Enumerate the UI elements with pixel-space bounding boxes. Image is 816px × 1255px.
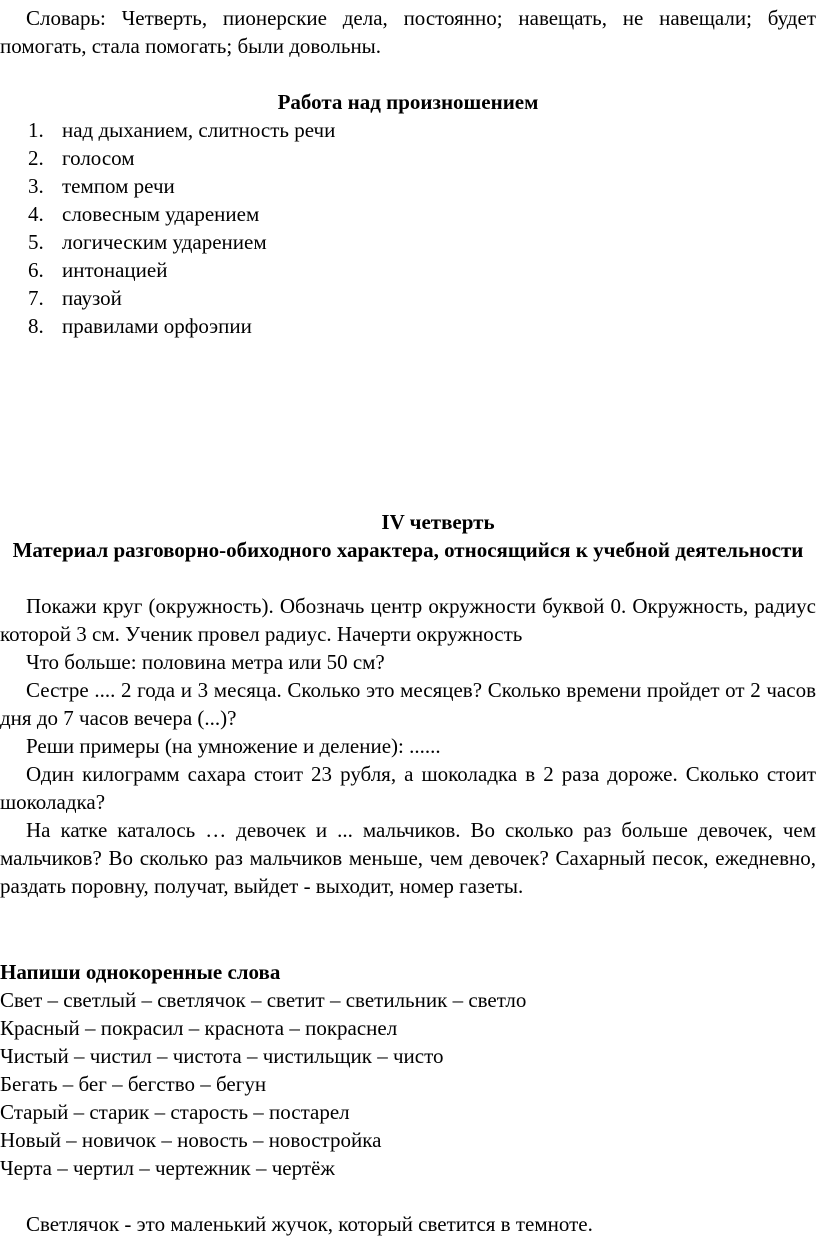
cognate-line: Бегать – бег – бегство – бегун xyxy=(0,1072,267,1096)
list-item-text: голосом xyxy=(62,146,135,170)
cognates-title: Напиши однокоренные слова xyxy=(0,960,281,984)
quarter-body xyxy=(0,592,816,900)
list-number: 5. xyxy=(28,230,44,254)
list-item-text: над дыханием, слитность речи xyxy=(62,118,336,142)
list-number: 4. xyxy=(28,202,44,226)
cognate-line: Красный – покрасил – краснота – покраснел xyxy=(0,1016,398,1040)
quarter-paragraph: Покажи круг (окружность). Обозначь центр окружности буквой 0. Окружность, радиус которой 3 см. Ученик провел радиус. Начерти окружность xyxy=(0,594,816,646)
list-item xyxy=(0,228,816,256)
quarter-paragraph: Сестре .... 2 года и 3 месяца. Сколько это месяцев? Сколько времени пройдет от 2 часов дня до 7 часов вечера (...)? xyxy=(0,678,816,730)
list-number: 7. xyxy=(28,286,44,310)
list-item xyxy=(0,116,816,144)
list-number: 1. xyxy=(28,118,44,142)
list-item-text: словесным ударением xyxy=(62,202,260,226)
quarter-title: IV четверть xyxy=(381,510,495,534)
list-item-text: темпом речи xyxy=(62,174,175,198)
list-item-text: паузой xyxy=(62,286,122,310)
list-item xyxy=(0,200,816,228)
pronunciation-list xyxy=(0,116,816,340)
cognate-line: Черта – чертил – чертежник – чертёж xyxy=(0,1156,335,1180)
list-item xyxy=(0,312,816,340)
list-item xyxy=(0,144,816,172)
cognate-line: Новый – новичок – новость – новостройка xyxy=(0,1128,382,1152)
quarter-paragraph: Реши примеры (на умножение и деление): ...... xyxy=(26,734,441,758)
list-number: 3. xyxy=(28,174,44,198)
cognate-line: Старый – старик – старость – постарел xyxy=(0,1100,350,1124)
quarter-paragraph: На катке каталось … девочек и ... мальчиков. Во сколько раз больше девочек, чем мальчиков? Во сколько раз мальчиков меньше, чем девочек? Сахарный песок, ежедневно, раздать поровну, получат, выйдет - выходит, номер газеты. xyxy=(0,818,816,898)
final-sentence: Светлячок - это маленький жучок, который светится в темноте. xyxy=(26,1212,593,1236)
cognates-list xyxy=(0,986,816,1182)
list-number: 6. xyxy=(28,258,44,282)
list-number: 2. xyxy=(28,146,44,170)
list-item-text: интонацией xyxy=(62,258,168,282)
quarter-subtitle: Материал разговорно-обиходного характера, относящийся к учебной деятельности xyxy=(12,538,804,562)
list-item xyxy=(0,284,816,312)
cognate-line: Чистый – чистил – чистота – чистильщик – чисто xyxy=(0,1044,444,1068)
list-item-text: логическим ударением xyxy=(62,230,267,254)
list-number: 8. xyxy=(28,314,44,338)
vocabulary-paragraph: Словарь: Четверть, пионерские дела, постоянно; навещать, не навещали; будет помогать, стала помогать; были довольны. xyxy=(0,6,816,58)
list-item xyxy=(0,256,816,284)
list-item xyxy=(0,172,816,200)
list-item-text: правилами орфоэпии xyxy=(62,314,252,338)
quarter-paragraph: Один килограмм сахара стоит 23 рубля, а шоколадка в 2 раза дороже. Сколько стоит шоколадка? xyxy=(0,762,816,814)
pronunciation-title: Работа над произношением xyxy=(277,90,539,114)
cognate-line: Свет – светлый – светлячок – светит – светильник – светло xyxy=(0,988,527,1012)
quarter-paragraph: Что больше: половина метра или 50 см? xyxy=(26,650,385,674)
